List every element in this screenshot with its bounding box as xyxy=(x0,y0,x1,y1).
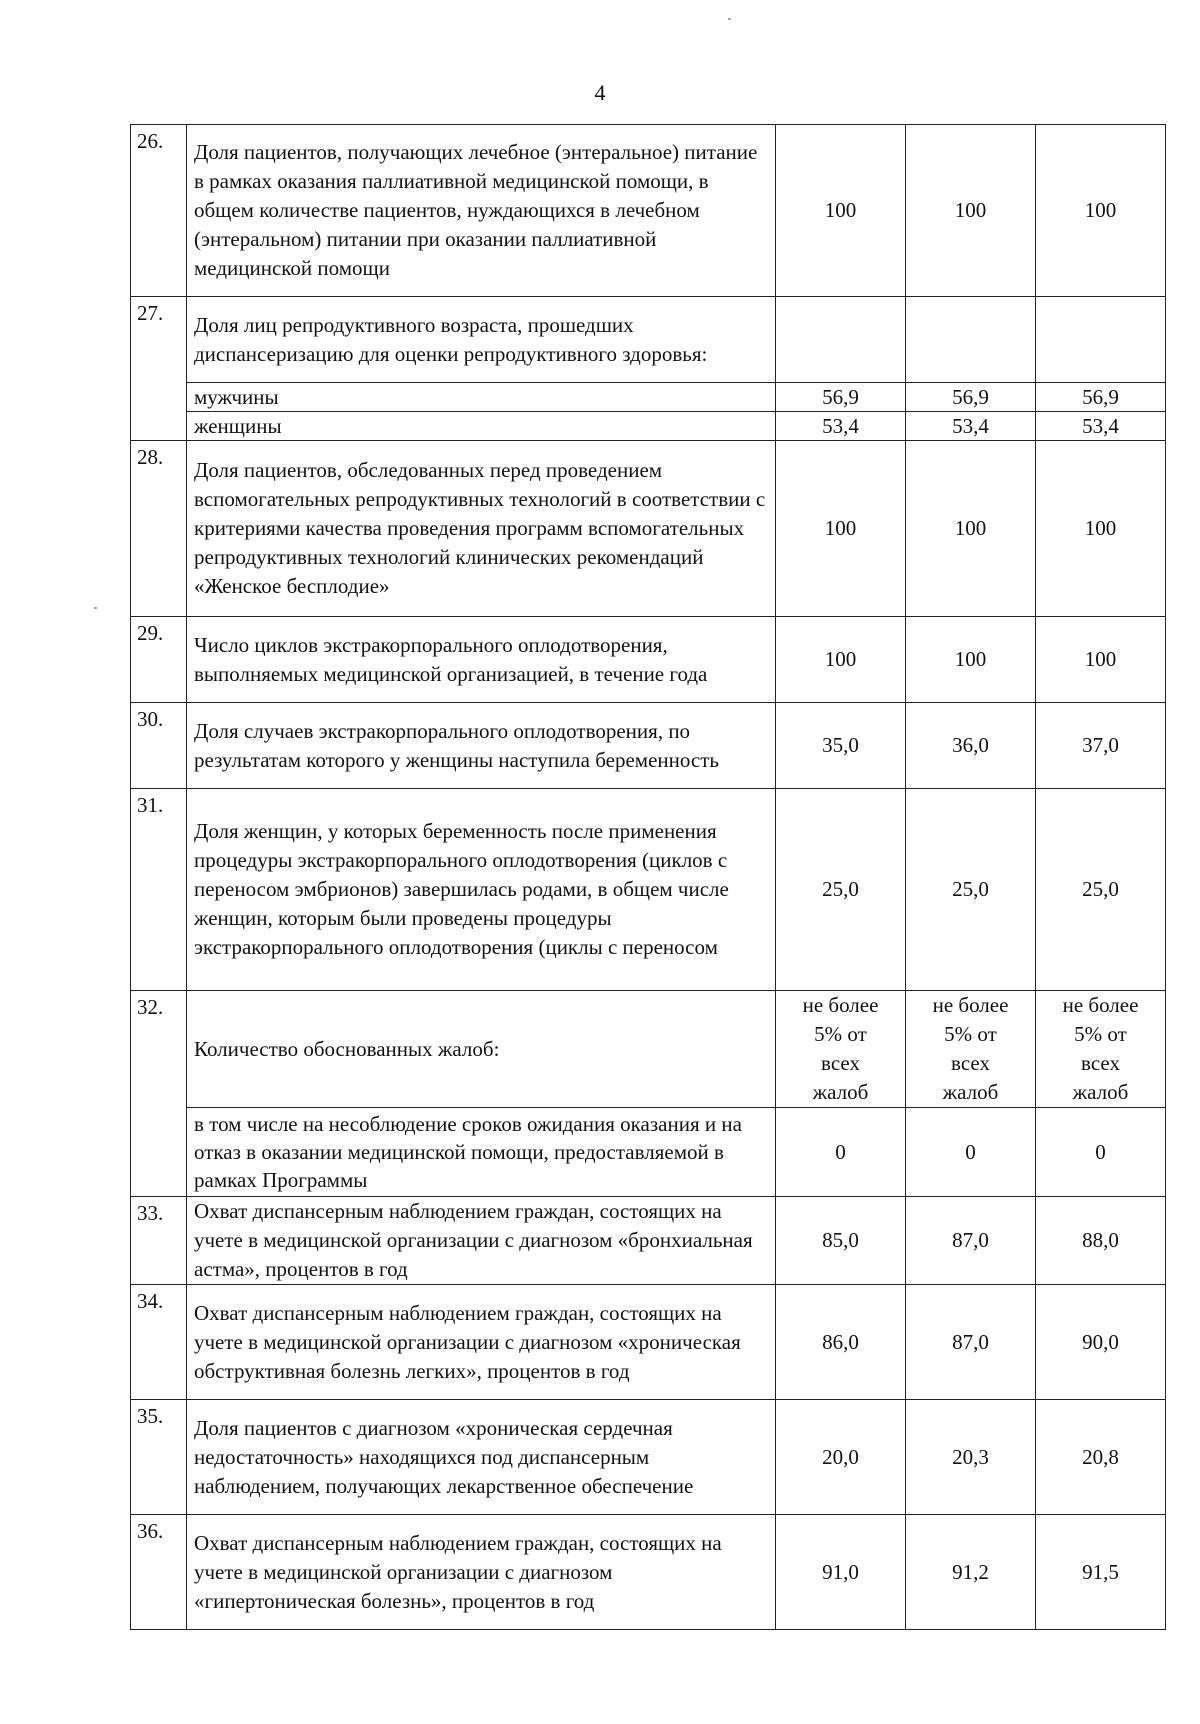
table-row xyxy=(131,703,1166,789)
row-number: 31. xyxy=(137,793,164,817)
value-year-3: 100 xyxy=(1036,125,1166,297)
indicator-name: Охват диспансерным наблюдением граждан, состоящих на учете в медицинской организации с диагнозом «хроническая обструктивная болезнь легких», процентов в год xyxy=(194,1300,741,1383)
row-number: 35. xyxy=(137,1404,164,1428)
value-year-1: 20,0 xyxy=(776,1400,906,1515)
indicator-name: Охват диспансерным наблюдением граждан, состоящих на учете в медицинской организации с диагнозом «гипертоническая болезнь», процентов в год xyxy=(194,1530,722,1613)
scan-speck xyxy=(728,18,731,20)
indicator-name: Доля пациентов с диагнозом «хроническая сердечная недостаточность» находящихся под диспансерным наблюдением, получающих лекарственное обеспечение xyxy=(194,1415,694,1498)
table-row xyxy=(131,297,1166,383)
indicator-name-cell xyxy=(187,789,776,991)
subvalue-year-3: 53,4 xyxy=(1036,412,1166,441)
subindicator-name-cell xyxy=(187,1108,776,1197)
value-year-1: 86,0 xyxy=(776,1285,906,1400)
row-number: 33. xyxy=(137,1201,164,1225)
value-year-3: 100 xyxy=(1036,441,1166,617)
subindicator-name: женщины xyxy=(194,414,282,438)
value-year-1: 25,0 xyxy=(776,789,906,991)
table-row xyxy=(131,1400,1166,1515)
value-year-3: 20,8 xyxy=(1036,1400,1166,1515)
subvalue-year-2: 0 xyxy=(906,1108,1036,1197)
row-number-cell xyxy=(131,703,187,789)
indicator-name: Доля случаев экстракорпорального оплодотворения, по результатам которого у женщины наступила беременность xyxy=(194,718,719,772)
value-year-2: 100 xyxy=(906,441,1036,617)
indicator-name: Доля лиц репродуктивного возраста, прошедших диспансеризацию для оценки репродуктивного здоровья: xyxy=(194,312,708,366)
table-row xyxy=(131,1285,1166,1400)
table-row xyxy=(131,125,1166,297)
indicator-name: Доля пациентов, обследованных перед проведением вспомогательных репродуктивных технологий в соответствии с критериями качества проведения программ вспомогательных репродуктивных технологий клинических рекомендаций «Женское бесплодие» xyxy=(194,458,766,598)
value-year-2: 100 xyxy=(906,125,1036,297)
row-number-cell xyxy=(131,789,187,991)
indicator-name-cell xyxy=(187,1285,776,1400)
row-number: 30. xyxy=(137,707,164,731)
table-subrow xyxy=(131,383,1166,412)
value-year-2: 36,0 xyxy=(906,703,1036,789)
value-year-1: 35,0 xyxy=(776,703,906,789)
subvalue-year-1: 53,4 xyxy=(776,412,906,441)
table-row xyxy=(131,1515,1166,1630)
table-subrow xyxy=(131,1108,1166,1197)
value-year-3: 37,0 xyxy=(1036,703,1166,789)
value-year-1: 85,0 xyxy=(776,1197,906,1285)
value-year-1: 100 xyxy=(776,617,906,703)
value-year-2: 87,0 xyxy=(906,1197,1036,1285)
table-row xyxy=(131,789,1166,991)
indicator-name-cell xyxy=(187,617,776,703)
indicators-table-body xyxy=(131,125,1166,1630)
row-number-cell xyxy=(131,617,187,703)
row-number-cell xyxy=(131,1400,187,1515)
indicator-name-cell xyxy=(187,125,776,297)
scan-speck xyxy=(94,607,97,609)
value-year-3: 100 xyxy=(1036,617,1166,703)
value-year-1: не более 5% от всех жалоб xyxy=(776,991,906,1108)
value-year-3: 90,0 xyxy=(1036,1285,1166,1400)
subindicator-name-cell xyxy=(187,383,776,412)
row-number: 27. xyxy=(137,301,164,325)
value-year-3: не более 5% от всех жалоб xyxy=(1036,991,1166,1108)
row-number: 26. xyxy=(137,129,164,153)
indicators-table xyxy=(130,124,1166,1630)
indicator-name: Доля пациентов, получающих лечебное (энтеральное) питание в рамках оказания паллиативной медицинской помощи, в общем количестве пациентов, нуждающихся в лечебном (энтеральном) питании при оказании паллиативной медицинской помощи xyxy=(194,140,758,280)
value-year-3: 91,5 xyxy=(1036,1515,1166,1630)
value-year-1: 100 xyxy=(776,441,906,617)
value-year-1: 91,0 xyxy=(776,1515,906,1630)
row-number: 29. xyxy=(137,621,164,645)
value-year-2: не более 5% от всех жалоб xyxy=(906,991,1036,1108)
indicator-name-cell xyxy=(187,297,776,383)
value-year-2: 91,2 xyxy=(906,1515,1036,1630)
table-row xyxy=(131,1197,1166,1285)
subvalue-year-2: 56,9 xyxy=(906,383,1036,412)
indicator-name-cell xyxy=(187,991,776,1108)
row-number-cell xyxy=(131,1285,187,1400)
row-number: 32. xyxy=(137,995,164,1019)
value-year-2: 25,0 xyxy=(906,789,1036,991)
table-row xyxy=(131,441,1166,617)
subvalue-year-3: 0 xyxy=(1036,1108,1166,1197)
value-year-3: 25,0 xyxy=(1036,789,1166,991)
row-number-cell xyxy=(131,441,187,617)
row-number-cell xyxy=(131,991,187,1197)
indicator-name-cell xyxy=(187,703,776,789)
indicator-name: Количество обоснованных жалоб: xyxy=(194,1036,500,1061)
indicator-name: Число циклов экстракорпорального оплодотворения, выполняемых медицинской организацией, в течение года xyxy=(194,632,708,686)
value-year-2: 87,0 xyxy=(906,1285,1036,1400)
table-row xyxy=(131,991,1166,1108)
value-year-2: 20,3 xyxy=(906,1400,1036,1515)
row-number-cell xyxy=(131,1515,187,1630)
indicator-name: Доля женщин, у которых беременность после применения процедуры экстракорпорального оплодотворения (циклов с переносом эмбрионов) завершилась родами, в общем числе женщин, которым были проведены процедуры экстракорпорального оплодотворения (циклы с переносом xyxy=(194,819,729,959)
value-year-2 xyxy=(906,297,1036,383)
indicator-name-cell xyxy=(187,1197,776,1285)
indicator-name-cell xyxy=(187,441,776,617)
indicator-name: Охват диспансерным наблюдением граждан, состоящих на учете в медицинской организации с диагнозом «бронхиальная астма», процентов в год xyxy=(194,1199,753,1281)
row-number: 28. xyxy=(137,445,164,469)
subvalue-year-1: 0 xyxy=(776,1108,906,1197)
value-year-3: 88,0 xyxy=(1036,1197,1166,1285)
row-number-cell xyxy=(131,297,187,441)
indicator-name-cell xyxy=(187,1515,776,1630)
value-year-2: 100 xyxy=(906,617,1036,703)
subvalue-year-2: 53,4 xyxy=(906,412,1036,441)
subvalue-year-3: 56,9 xyxy=(1036,383,1166,412)
value-year-1 xyxy=(776,297,906,383)
indicator-name-cell xyxy=(187,1400,776,1515)
subindicator-name: в том числе на несоблюдение сроков ожидания оказания и на отказ в оказании медицинской помощи, предоставляемой в рамках Программы xyxy=(194,1112,742,1192)
table-subrow xyxy=(131,412,1166,441)
subindicator-name-cell xyxy=(187,412,776,441)
value-year-1: 100 xyxy=(776,125,906,297)
table-row xyxy=(131,617,1166,703)
page-number: 4 xyxy=(594,80,606,105)
row-number-cell xyxy=(131,125,187,297)
subindicator-name: мужчины xyxy=(194,385,279,409)
row-number: 36. xyxy=(137,1519,164,1543)
subvalue-year-1: 56,9 xyxy=(776,383,906,412)
row-number: 34. xyxy=(137,1289,164,1313)
value-year-3 xyxy=(1036,297,1166,383)
row-number-cell xyxy=(131,1197,187,1285)
